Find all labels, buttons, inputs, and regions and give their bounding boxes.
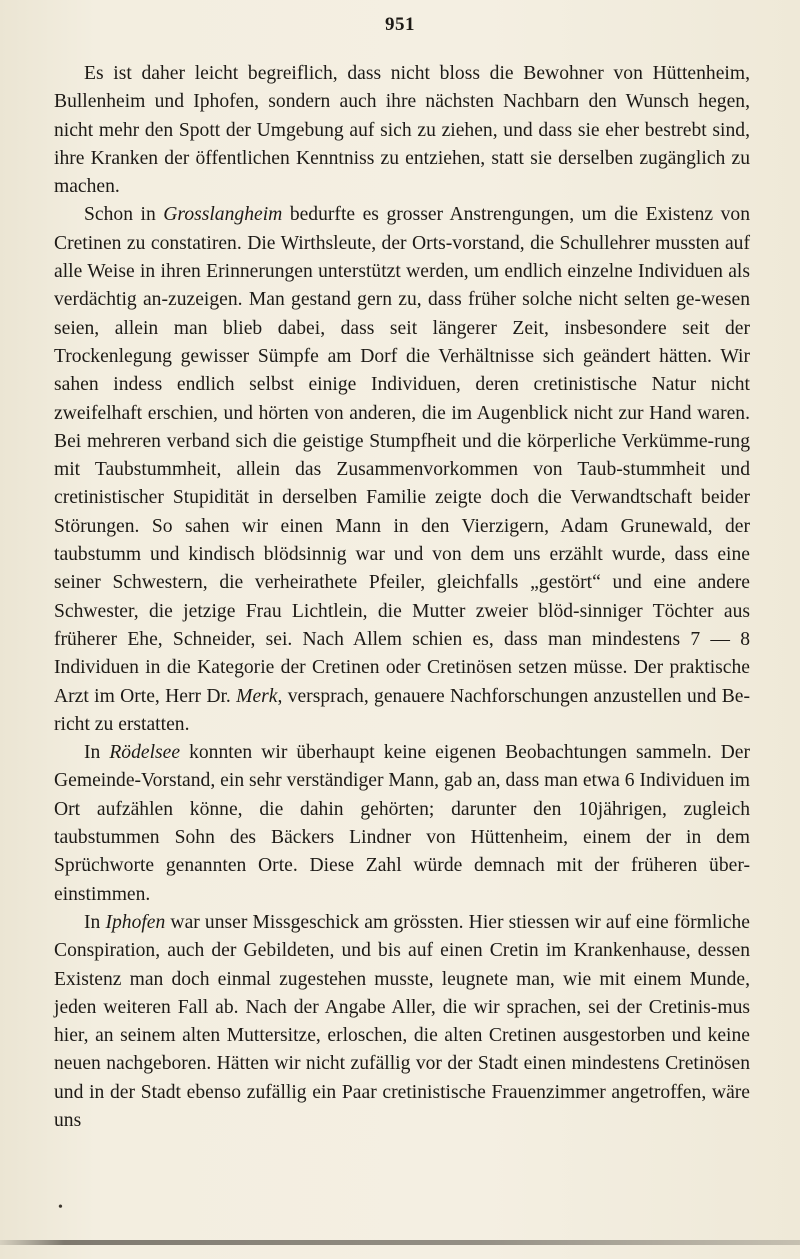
paragraph <box>54 60 750 201</box>
place-name: Iphofen <box>105 911 166 933</box>
page-bottom-edge <box>0 1240 800 1245</box>
text-run: war unser Missgeschick am grössten. Hier stiessen wir auf eine förmliche Conspiration, auch der Gebildeten, und bis auf einen Cretin im Krankenhause, dessen Existenz man doch einmal zugestehen musste, leugnete man, wie mit einem Munde, jeden weiteren Fall ab. Nach der Angabe Aller, die wir sprachen, sei der Cretinis-mus hier, an seinem alten Muttersitze, erloschen, die alten Cretinen ausgestorben und keine neuen nachgeboren. Hätten wir nicht zufällig vor der Stadt einen mindestens Cretinösen und in der Stadt ebenso zufällig ein Paar cretinistische Frauenzimmer angetroffen, wäre uns <box>54 911 750 1131</box>
place-name: Merk <box>236 685 278 707</box>
place-name: Rödelsee <box>109 742 181 764</box>
text-run: Schon in <box>84 204 164 226</box>
text-run: Es ist daher leicht begreiflich, dass nicht bloss die Bewohner von Hüttenheim, Bullenheim und Iphofen, sondern auch ihre nächsten Nachbarn den Wunsch hegen, nicht mehr den Spott der Umgebung auf sich zu ziehen, und dass sie eher bestrebt sind, ihre Kranken der öffentlichen Kenntniss zu entziehen, statt sie derselben zugänglich zu machen. <box>54 63 750 198</box>
paragraph <box>54 909 750 1135</box>
text-run: bedurfte es grosser Anstrengungen, um die Existenz von Cretinen zu constatiren. Die Wirthsleute, der Orts-vorstand, die Schullehrer mussten auf alle Weise in ihren Erinnerungen unterstützt werden, um endlich einzelne Individuen als verdächtig an-zuzeigen. Man gestand gern zu, dass früher solche nicht selten ge-wesen seien, allein man blieb dabei, dass seit längerer Zeit, insbesondere seit der Trockenlegung gewisser Sümpfe am Dorf die Verhältnisse sich geändert hätten. Wir sahen indess endlich selbst einige Individuen, deren cretinistische Natur nicht zweifelhaft erschien, und hörten von anderen, die im Augenblick nicht zur Hand waren. Bei mehreren verband sich die geistige Stumpfheit und die körperliche Verkümme-rung mit Taubstummheit, allein das Zusammenvorkommen von Taub-stummheit und cretinistischer Stupidität in derselben Familie zeigte doch die Verwandtschaft beider Störungen. So sahen wir einen Mann in den Vierzigern, Adam Grunewald, der taubstumm und kindisch blödsinnig war und von dem uns erzählt wurde, dass eine seiner Schwestern, die verheirathete Pfeiler, gleichfalls „gestört“ und eine andere Schwester, die jetzige Frau Lichtlein, die Mutter zweier blöd-sinniger Töchter aus früherer Ehe, Schneider, sei. Nach Allem schien es, dass man mindestens 7 — 8 Individuen in die Kategorie der Cretinen oder Cretinösen setzen müsse. Der praktische Arzt im Orte, Herr Dr. <box>54 204 750 707</box>
paragraph <box>54 201 750 739</box>
page-number: 951 <box>385 14 415 35</box>
place-name: Grosslangheim <box>163 204 283 226</box>
text-run: In <box>84 742 110 764</box>
text-run: In <box>84 911 106 933</box>
text-run: , versprach, genauere Nachforschungen anzustellen und Be-richt zu erstatten. <box>54 685 750 735</box>
text-run: konnten wir überhaupt keine eigenen Beobachtungen sammeln. Der Gemeinde-Vorstand, ein sehr verständiger Mann, gab an, dass man etwa 6 Individuen im Ort aufzählen könne, die dahin gehörten; darunter den 10jährigen, zugleich taubstummen Sohn des Bäckers Lindner von Hüttenheim, einem der in dem Sprüchworte genannten Orte. Diese Zahl würde demnach mit der früheren über-einstimmen. <box>54 742 750 905</box>
paragraph <box>54 739 750 909</box>
footer-mark: • <box>58 1200 63 1215</box>
body-text <box>54 60 750 1135</box>
